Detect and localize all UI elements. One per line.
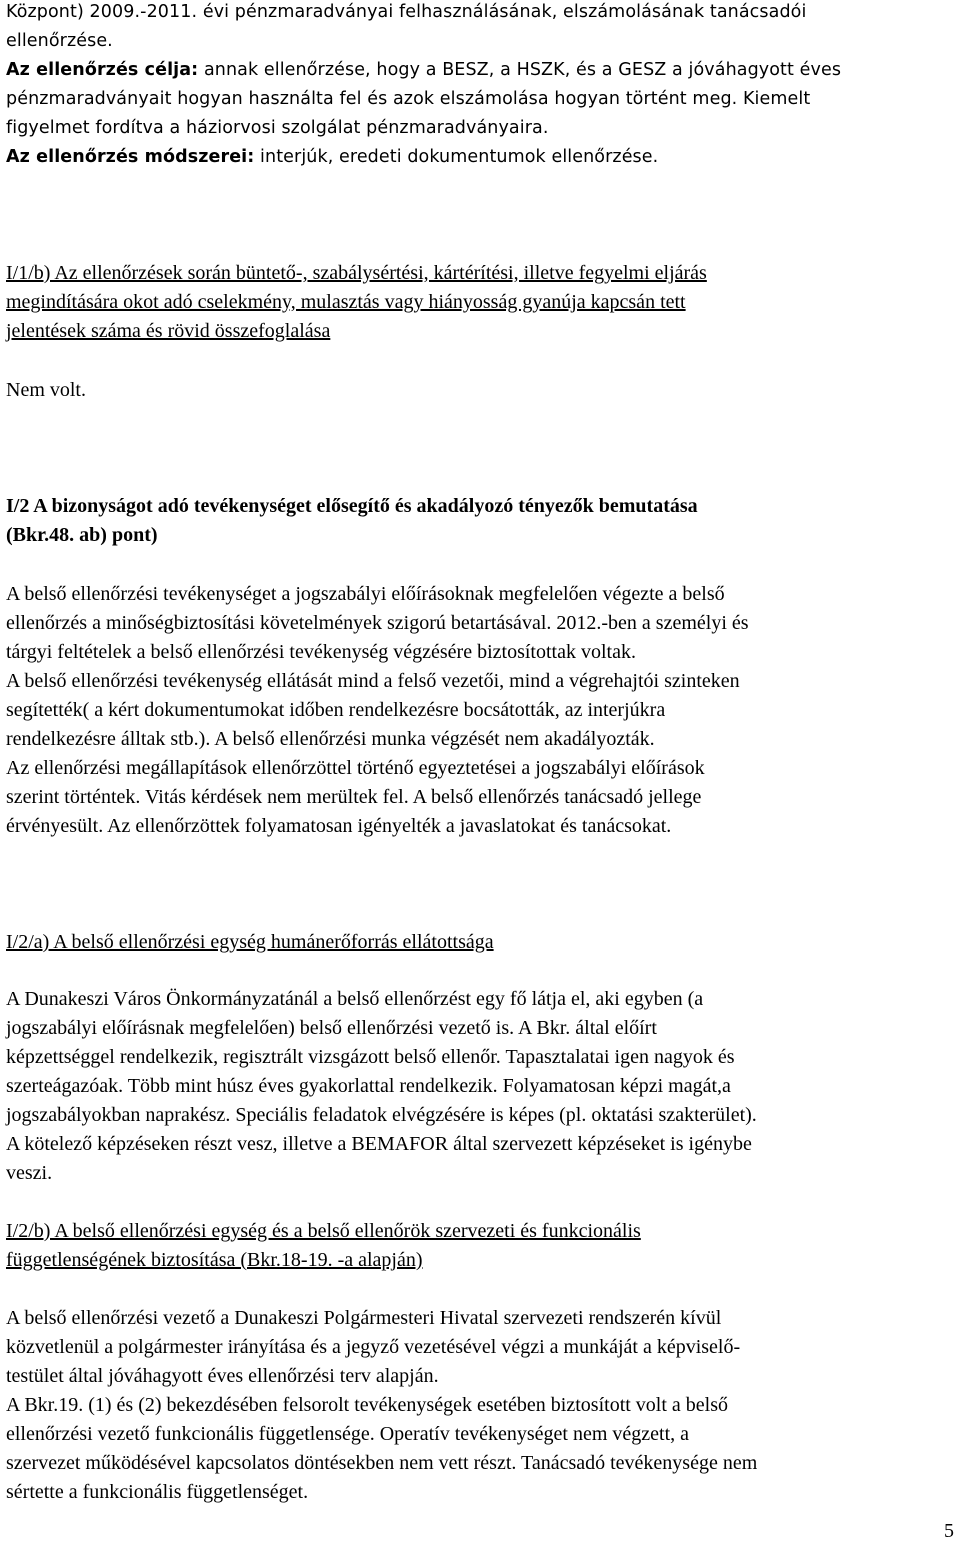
paragraph-line: rendelkezésre álltak stb.). A belső ellenőrzési munka végzését nem akadályozták. — [6, 728, 655, 750]
paragraph-line: szerint történtek. Vitás kérdések nem merültek fel. A belső ellenőrzés tanácsadó jellege — [6, 786, 702, 808]
paragraph-line: képzettséggel rendelkezik, regisztrált vizsgázott belső ellenőr. Tapasztalatai igen nagyok és — [6, 1046, 735, 1068]
paragraph-line: érvényesült. Az ellenőrzöttek folyamatosan igényelték a javaslatokat és tanácsokat. — [6, 815, 672, 837]
paragraph-line: veszi. — [6, 1162, 53, 1184]
section-heading: (Bkr.48. ab) pont) — [6, 524, 158, 546]
paragraph-line: A belső ellenőrzési tevékenységet a jogszabályi előírásoknak megfelelően végezte a belső — [6, 583, 725, 605]
goal-line — [6, 60, 841, 80]
paragraph-line: jogszabályokban naprakész. Speciális feladatok elvégzésére is képes (pl. oktatási szakterület). — [6, 1104, 757, 1126]
goal-line: pénzmaradványait hogyan használta fel és azok elszámolása hogyan történt meg. Kiemelt — [6, 89, 811, 109]
section-heading: I/2/a) A belső ellenőrzési egység humánerőforrás ellátottsága — [6, 931, 494, 953]
section-body: Nem volt. — [6, 379, 86, 401]
paragraph-line: A Bkr.19. (1) és (2) bekezdésében felsorolt tevékenységek esetében biztosított volt a belső — [6, 1394, 729, 1416]
paragraph-line: ellenőrzés a minőségbiztosítási követelmények szigorú betartásával. 2012.-ben a személyi és — [6, 612, 749, 634]
section-heading: függetlenségének biztosítása (Bkr.18-19. -a alapján) — [6, 1249, 423, 1271]
intro-line: ellenőrzése. — [6, 31, 113, 51]
section-heading: I/2/b) A belső ellenőrzési egység és a belső ellenőrök szervezeti és funkcionális — [6, 1220, 641, 1242]
paragraph-line: jogszabályi előírásnak megfelelően) belső ellenőrzési vezető is. A Bkr. által előírt — [6, 1017, 657, 1039]
goal-line: figyelmet fordítva a háziorvosi szolgálat pénzmaradványaira. — [6, 118, 549, 138]
paragraph-line: szerteágazóak. Több mint húsz éves gyakorlattal rendelkezik. Folyamatosan képzi magát,a — [6, 1075, 731, 1097]
page-number: 5 — [944, 1520, 954, 1542]
goal-text: annak ellenőrzése, hogy a BESZ, a HSZK, és a GESZ a jóváhagyott éves — [198, 60, 842, 80]
paragraph-line: ellenőrzési vezető funkcionális függetlensége. Operatív tevékenységet nem végzett, a — [6, 1423, 690, 1445]
paragraph-line: közvetlenül a polgármester irányítása és a jegyző vezetésével végzi a munkáját a képviselő- — [6, 1336, 741, 1358]
section-heading: I/1/b) Az ellenőrzések során büntető-, szabálysértési, kártérítési, illetve fegyelmi eljárás — [6, 262, 707, 284]
paragraph-line: A belső ellenőrzési vezető a Dunakeszi Polgármesteri Hivatal szervezeti rendszerén kívül — [6, 1307, 722, 1329]
paragraph-line: sértette a funkcionális függetlenséget. — [6, 1481, 309, 1503]
paragraph-line: testület által jóváhagyott éves ellenőrzési terv alapján. — [6, 1365, 439, 1387]
paragraph-line: tárgyi feltételek a belső ellenőrzési tevékenység végzésére biztosítottak voltak. — [6, 641, 636, 663]
section-heading: megindítására okot adó cselekmény, mulasztás vagy hiányosság gyanúja kapcsán tett — [6, 291, 686, 313]
section-heading: I/2 A bizonyságot adó tevékenységet elősegítő és akadályozó tényezők bemutatása — [6, 495, 698, 517]
methods-label: Az ellenőrzés módszerei: — [6, 147, 255, 167]
intro-line: Központ) 2009.-2011. évi pénzmaradványai felhasználásának, elszámolásának tanácsadói — [6, 2, 807, 22]
paragraph-line: A kötelező képzéseken részt vesz, illetve a BEMAFOR által szervezett képzéseket is igénybe — [6, 1133, 752, 1155]
goal-label: Az ellenőrzés célja: — [6, 60, 199, 80]
methods-line — [6, 147, 658, 167]
paragraph-line: A Dunakeszi Város Önkormányzatánál a belső ellenőrzést egy fő látja el, aki egyben (a — [6, 988, 704, 1010]
methods-text: interjúk, eredeti dokumentumok ellenőrzése. — [254, 147, 659, 167]
paragraph-line: Az ellenőrzési megállapítások ellenőrzöttel történő egyeztetései a jogszabályi előírások — [6, 757, 705, 779]
paragraph-line: segítették( a kért dokumentumokat időben rendelkezésre bocsátották, az interjúkra — [6, 699, 666, 721]
paragraph-line: A belső ellenőrzési tevékenység ellátását mind a felső vezetői, mind a végrehajtói szinteken — [6, 670, 740, 692]
section-heading: jelentések száma és rövid összefoglalása — [6, 320, 331, 342]
paragraph-line: szervezet működésével kapcsolatos döntésekben nem vett részt. Tanácsadó tevékenysége nem — [6, 1452, 758, 1474]
